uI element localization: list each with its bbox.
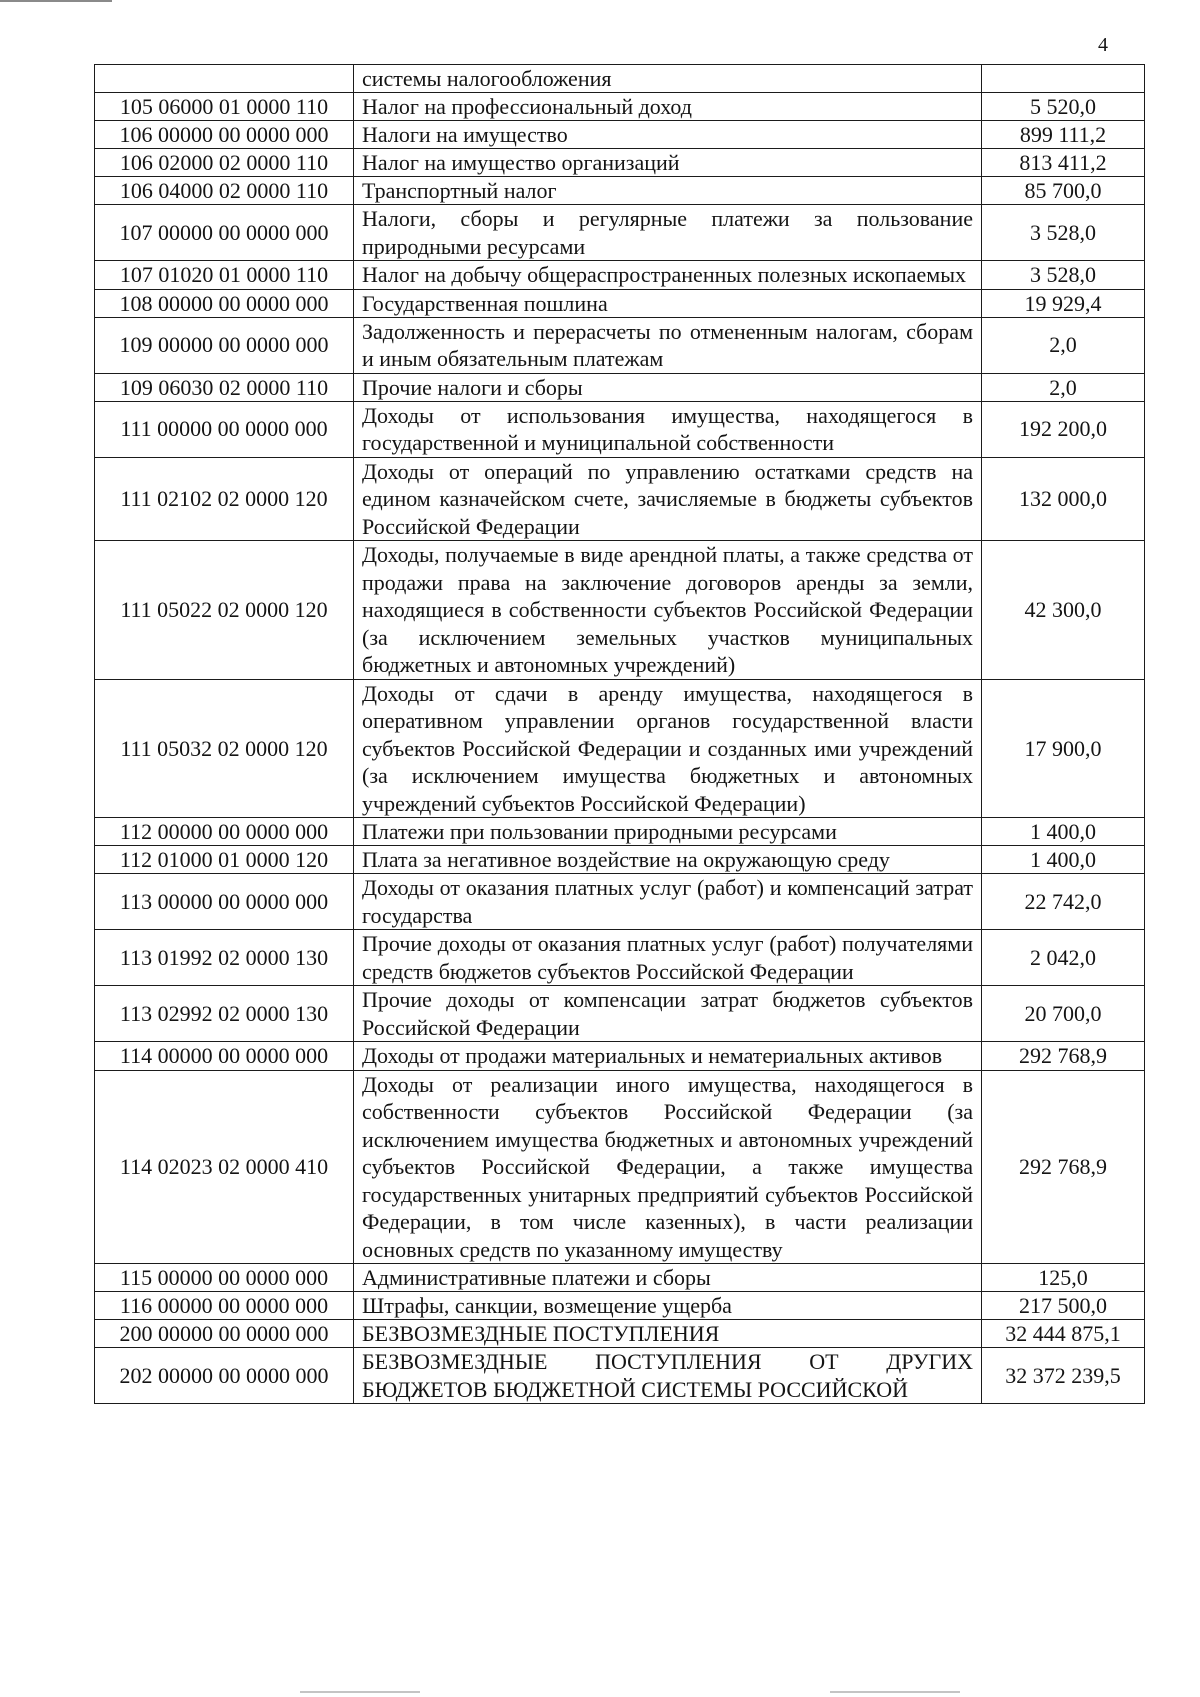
revenue-name: Прочие доходы от компенсации затрат бюджетов субъектов Российской Федерации: [354, 986, 982, 1042]
table-row: [95, 679, 1145, 818]
budget-code: 113 02992 02 0000 130: [95, 986, 354, 1042]
scan-artifact: [0, 0, 112, 2]
revenue-name: Задолженность и перерасчеты по отмененным налогам, сборам и иным обязательным платежам: [354, 317, 982, 373]
table-row: [95, 121, 1145, 149]
table-row: [95, 1292, 1145, 1320]
amount: 899 111,2: [982, 121, 1145, 149]
revenue-name: Административные платежи и сборы: [354, 1264, 982, 1292]
revenue-name: Штрафы, санкции, возмещение ущерба: [354, 1292, 982, 1320]
amount: 3 528,0: [982, 261, 1145, 290]
table-row: [95, 401, 1145, 457]
amount: 1 400,0: [982, 846, 1145, 874]
amount: 192 200,0: [982, 401, 1145, 457]
table-row: [95, 930, 1145, 986]
table-row: [95, 457, 1145, 541]
table-row: [95, 846, 1145, 874]
table-row: [95, 261, 1145, 290]
revenue-name: Налоги на имущество: [354, 121, 982, 149]
budget-code: 115 00000 00 0000 000: [95, 1264, 354, 1292]
scan-artifact: [830, 1691, 960, 1693]
amount: 85 700,0: [982, 177, 1145, 205]
table-row: [95, 1348, 1145, 1404]
amount: 132 000,0: [982, 457, 1145, 541]
revenue-name: Доходы от продажи материальных и нематериальных активов: [354, 1042, 982, 1071]
budget-code: 116 00000 00 0000 000: [95, 1292, 354, 1320]
revenue-name: Налоги, сборы и регулярные платежи за пользование природными ресурсами: [354, 205, 982, 261]
table-row: [95, 874, 1145, 930]
revenue-name: Доходы от использования имущества, находящегося в государственной и муниципальной собственности: [354, 401, 982, 457]
budget-code: 106 04000 02 0000 110: [95, 177, 354, 205]
amount: 17 900,0: [982, 679, 1145, 818]
revenue-name: Государственная пошлина: [354, 289, 982, 317]
revenue-name: Платежи при пользовании природными ресурсами: [354, 818, 982, 846]
amount: 32 444 875,1: [982, 1320, 1145, 1348]
amount: 813 411,2: [982, 149, 1145, 177]
revenue-name: Прочие доходы от оказания платных услуг (работ) получателями средств бюджетов субъектов Российской Федерации: [354, 930, 982, 986]
revenue-name: Доходы от оказания платных услуг (работ) и компенсаций затрат государства: [354, 874, 982, 930]
budget-code: 105 06000 01 0000 110: [95, 93, 354, 121]
budget-code: 113 01992 02 0000 130: [95, 930, 354, 986]
budget-code: 111 05022 02 0000 120: [95, 541, 354, 680]
budget-code: 106 02000 02 0000 110: [95, 149, 354, 177]
budget-code: 114 00000 00 0000 000: [95, 1042, 354, 1071]
revenue-table: [94, 64, 1145, 1404]
amount: 2,0: [982, 317, 1145, 373]
table-row: [95, 177, 1145, 205]
budget-code: 202 00000 00 0000 000: [95, 1348, 354, 1404]
table-row: [95, 317, 1145, 373]
page-number: 4: [1098, 34, 1108, 56]
revenue-name: БЕЗВОЗМЕЗДНЫЕ ПОСТУПЛЕНИЯ: [354, 1320, 982, 1348]
amount: 5 520,0: [982, 93, 1145, 121]
amount: 3 528,0: [982, 205, 1145, 261]
scan-artifact: [300, 1691, 420, 1693]
budget-code: 109 06030 02 0000 110: [95, 373, 354, 401]
budget-code: 112 00000 00 0000 000: [95, 818, 354, 846]
budget-code: 114 02023 02 0000 410: [95, 1070, 354, 1264]
budget-code: 200 00000 00 0000 000: [95, 1320, 354, 1348]
budget-code: 107 01020 01 0000 110: [95, 261, 354, 290]
revenue-name: БЕЗВОЗМЕЗДНЫЕ ПОСТУПЛЕНИЯ ОТ ДРУГИХ БЮДЖЕТОВ БЮДЖЕТНОЙ СИСТЕМЫ РОССИЙСКОЙ: [354, 1348, 982, 1404]
amount: 2,0: [982, 373, 1145, 401]
table-row: [95, 1264, 1145, 1292]
amount: [982, 65, 1145, 93]
table-row: [95, 205, 1145, 261]
revenue-name: Налог на имущество организаций: [354, 149, 982, 177]
amount: 292 768,9: [982, 1070, 1145, 1264]
revenue-name: Плата за негативное воздействие на окружающую среду: [354, 846, 982, 874]
table-row: [95, 1070, 1145, 1264]
revenue-name: системы налогообложения: [354, 65, 982, 93]
revenue-name: Прочие налоги и сборы: [354, 373, 982, 401]
amount: 1 400,0: [982, 818, 1145, 846]
table-row: [95, 149, 1145, 177]
table-row: [95, 541, 1145, 680]
budget-code: 107 00000 00 0000 000: [95, 205, 354, 261]
budget-code: 111 05032 02 0000 120: [95, 679, 354, 818]
budget-code: 112 01000 01 0000 120: [95, 846, 354, 874]
budget-code: 108 00000 00 0000 000: [95, 289, 354, 317]
table-row: [95, 373, 1145, 401]
amount: 20 700,0: [982, 986, 1145, 1042]
budget-code: 111 02102 02 0000 120: [95, 457, 354, 541]
table-row: [95, 289, 1145, 317]
revenue-name: Доходы, получаемые в виде арендной платы, а также средства от продажи права на заключение договоров аренды за земли, находящиеся в собственности субъектов Российской Федерации (за исключением земельных участков муниципальных бюджетных и автономных учреждений): [354, 541, 982, 680]
amount: 32 372 239,5: [982, 1348, 1145, 1404]
budget-code: 111 00000 00 0000 000: [95, 401, 354, 457]
budget-code: 113 00000 00 0000 000: [95, 874, 354, 930]
amount: 19 929,4: [982, 289, 1145, 317]
table-row: [95, 65, 1145, 93]
budget-code: 109 00000 00 0000 000: [95, 317, 354, 373]
revenue-name: Доходы от сдачи в аренду имущества, находящегося в оперативном управлении органов государственной власти субъектов Российской Федерации и созданных ими учреждений (за исключением имущества бюджетных и автономных учреждений субъектов Российской Федерации): [354, 679, 982, 818]
amount: 125,0: [982, 1264, 1145, 1292]
table-row: [95, 818, 1145, 846]
amount: 292 768,9: [982, 1042, 1145, 1071]
revenue-name: Доходы от реализации иного имущества, находящегося в собственности субъектов Российской Федерации (за исключением имущества бюджетных и автономных учреждений субъектов Российской Федерации, а также имущества государственных унитарных предприятий субъектов Российской Федерации, в том числе казенных), в части реализации основных средств по указанному имуществу: [354, 1070, 982, 1264]
revenue-name: Налог на добычу общераспространенных полезных ископаемых: [354, 261, 982, 290]
table-row: [95, 1320, 1145, 1348]
table-row: [95, 986, 1145, 1042]
revenue-name: Налог на профессиональный доход: [354, 93, 982, 121]
amount: 42 300,0: [982, 541, 1145, 680]
budget-code: [95, 65, 354, 93]
amount: 22 742,0: [982, 874, 1145, 930]
revenue-name: Доходы от операций по управлению остатками средств на едином казначейском счете, зачисляемые в бюджеты субъектов Российской Федерации: [354, 457, 982, 541]
amount: 2 042,0: [982, 930, 1145, 986]
revenue-name: Транспортный налог: [354, 177, 982, 205]
table-row: [95, 1042, 1145, 1071]
budget-code: 106 00000 00 0000 000: [95, 121, 354, 149]
amount: 217 500,0: [982, 1292, 1145, 1320]
table-row: [95, 93, 1145, 121]
